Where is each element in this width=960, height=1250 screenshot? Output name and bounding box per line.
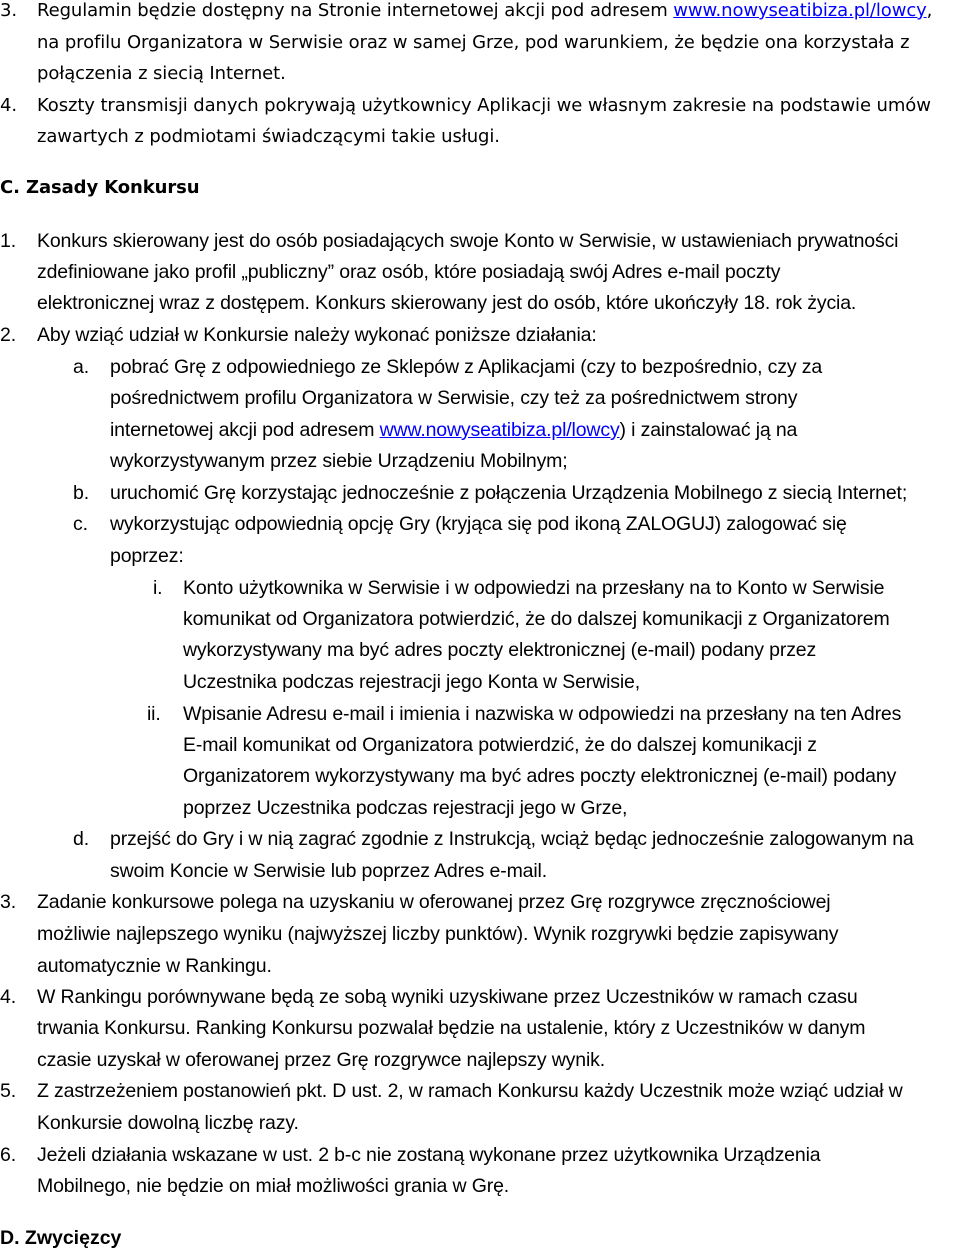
list-letter: c.	[73, 513, 88, 535]
paragraph-line: swoim Koncie w Serwisie lub poprzez Adres e-mail.	[110, 860, 547, 882]
paragraph-line: wykorzystywany ma być adres poczty elektronicznej (e-mail) podany przez	[183, 639, 817, 661]
paragraph-line: zawartych z podmiotami świadczącymi takie usługi.	[37, 126, 500, 147]
paragraph-line: poprzez:	[110, 545, 184, 567]
paragraph-line: elektronicznej wraz z dostępem. Konkurs skierowany jest do osób, które ukończyły 18. rok życia.	[37, 292, 857, 314]
list-number: 2.	[0, 324, 16, 346]
paragraph-line: pobrać Grę z odpowiedniego ze Sklepów z Aplikacjami (czy to bezpośrednio, czy za	[110, 356, 823, 378]
paragraph-line: Mobilnego, nie będzie on miał możliwości grania w Grę.	[37, 1175, 510, 1197]
paragraph-line: E-mail komunikat od Organizatora potwierdzić, że do dalszej komunikacji z	[183, 734, 817, 756]
paragraph-line: wykorzystując odpowiednią opcję Gry (kryjąca się pod ikoną ZALOGUJ) zalogować się	[110, 513, 847, 535]
paragraph-line: komunikat od Organizatora potwierdzić, że do dalszej komunikacji z Organizatorem	[183, 608, 890, 630]
paragraph-line: uruchomić Grę korzystając jednocześnie z połączenia Urządzenia Mobilnego z siecią Internet;	[110, 482, 908, 504]
paragraph-line: Wpisanie Adresu e-mail i imienia i nazwiska w odpowiedzi na przesłany na ten Adres	[183, 703, 902, 725]
paragraph-line: na profilu Organizatora w Serwisie oraz w samej Grze, pod warunkiem, że będzie ona korzystała z	[37, 32, 910, 53]
paragraph-line: W Rankingu porównywane będą ze sobą wyniki uzyskiwane przez Uczestników w ramach czasu	[37, 986, 858, 1008]
paragraph-line: wykorzystywanym przez siebie Urządzeniu Mobilnym;	[110, 450, 568, 472]
list-number: 3.	[0, 891, 16, 913]
paragraph-line: Z zastrzeżeniem postanowień pkt. D ust. 2, w ramach Konkursu każdy Uczestnik może wziąć udział w	[37, 1080, 903, 1102]
list-number: 6.	[0, 1144, 16, 1166]
paragraph-line: Koszty transmisji danych pokrywają użytkownicy Aplikacji we własnym zakresie na podstawie umów	[37, 95, 931, 116]
list-roman: i.	[153, 577, 163, 599]
text-span: ) i zainstalować ją na	[619, 419, 798, 441]
list-number: 3.	[0, 0, 17, 21]
list-number: 4.	[0, 986, 16, 1008]
list-number: 5.	[0, 1080, 16, 1102]
paragraph-line: Organizatorem wykorzystywany ma być adres poczty elektronicznej (e-mail) podany	[183, 765, 897, 787]
paragraph-line	[110, 419, 797, 441]
section-heading: D. Zwycięzcy	[0, 1227, 122, 1249]
paragraph-line: połączenia z siecią Internet.	[37, 63, 286, 84]
text-span: internetowej akcji pod adresem	[110, 419, 380, 441]
paragraph-line: przejść do Gry i w nią zagrać zgodnie z Instrukcją, wciąż będąc jednocześnie zalogowanym na	[110, 828, 914, 850]
paragraph-line: czasie uzyskał w oferowanej przez Grę rozgrywce najlepszy wynik.	[37, 1049, 606, 1071]
list-number: 1.	[0, 230, 16, 252]
list-letter: b.	[73, 482, 89, 504]
section-heading: C. Zasady Konkursu	[0, 177, 200, 198]
paragraph-line: Konkursie dowolną liczbę razy.	[37, 1112, 299, 1134]
paragraph-line	[37, 0, 932, 22]
list-letter: a.	[73, 356, 89, 378]
paragraph-line: możliwie najlepszego wyniku (najwyższej liczby punktów). Wynik rozgrywki będzie zapisywany	[37, 923, 839, 945]
paragraph-line: pośrednictwem profilu Organizatora w Serwisie, czy też za pośrednictwem strony	[110, 387, 798, 409]
list-roman: ii.	[147, 703, 161, 725]
text-span: Regulamin będzie dostępny na Stronie internetowej akcji pod adresem	[37, 0, 674, 21]
paragraph-line: Konto użytkownika w Serwisie i w odpowiedzi na przesłany na to Konto w Serwisie	[183, 577, 885, 599]
paragraph-line: Aby wziąć udział w Konkursie należy wykonać poniższe działania:	[37, 324, 597, 346]
paragraph-line: poprzez Uczestnika podczas rejestracji jego w Grze,	[183, 797, 628, 819]
list-number: 4.	[0, 95, 17, 116]
website-link[interactable]: www.nowyseatibiza.pl/lowcy	[379, 419, 620, 441]
paragraph-line: Jeżeli działania wskazane w ust. 2 b-c nie zostaną wykonane przez użytkownika Urządzenia	[37, 1144, 821, 1166]
paragraph-line: trwania Konkursu. Ranking Konkursu pozwalał będzie na ustalenie, który z Uczestników w danym	[37, 1017, 866, 1039]
text-span: ,	[926, 0, 933, 21]
paragraph-line: Zadanie konkursowe polega na uzyskaniu w oferowanej przez Grę rozgrywce zręcznościowej	[37, 891, 831, 913]
website-link[interactable]: www.nowyseatibiza.pl/lowcy	[673, 0, 927, 21]
paragraph-line: zdefiniowane jako profil „publiczny” oraz osób, które posiadają swój Adres e-mail poczty	[37, 261, 781, 283]
paragraph-line: automatycznie w Rankingu.	[37, 955, 272, 977]
list-letter: d.	[73, 828, 89, 850]
paragraph-line: Uczestnika podczas rejestracji jego Konta w Serwisie,	[183, 671, 641, 693]
paragraph-line: Konkurs skierowany jest do osób posiadających swoje Konto w Serwisie, w ustawieniach prywatności	[37, 230, 899, 252]
